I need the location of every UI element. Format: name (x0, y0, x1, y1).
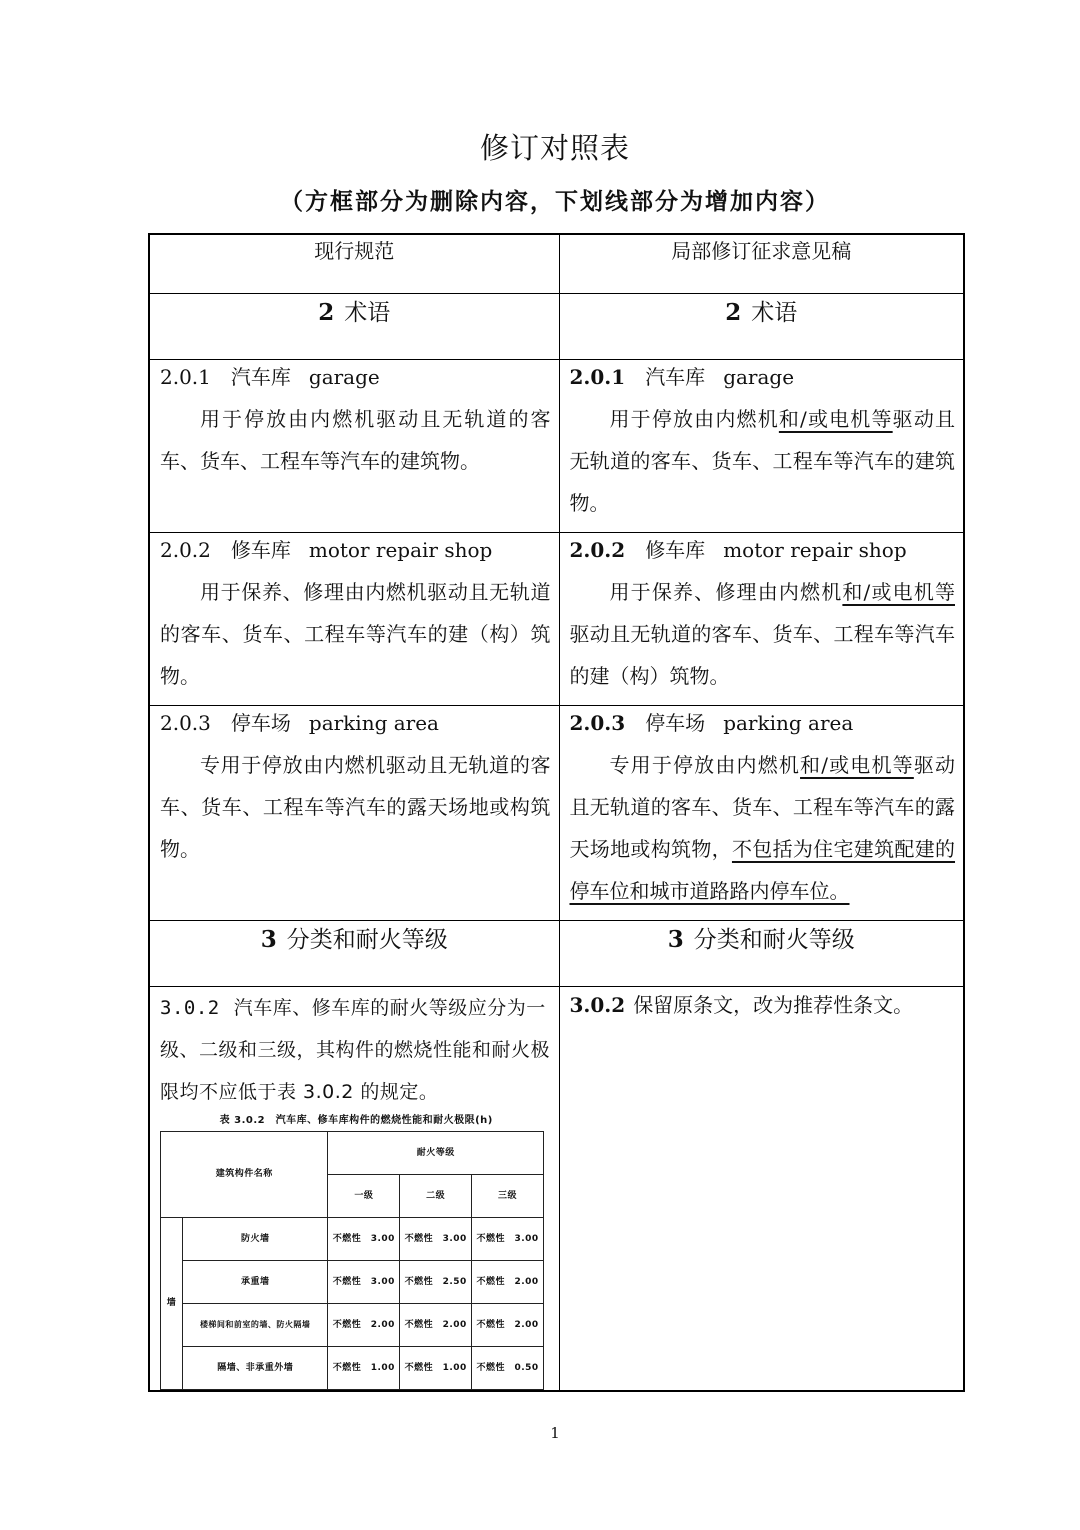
table-row: 承重墙 不燃性 3.00 不燃性 2.50 不燃性 2.00 (161, 1260, 544, 1303)
fire-rating-table-figure (160, 1115, 553, 1390)
inserted-text: 和/或电机等 (800, 752, 914, 777)
section-number: 3 (667, 925, 684, 953)
clause-code: 3.0.2 (569, 992, 626, 1017)
term-row-2-0-3 (149, 705, 964, 920)
term-en: garage (723, 364, 795, 389)
term-definition: 用于保养、修理由内燃机驱动且无轨道的客车、货车、工程车等汽车的建（构）筑物。 (160, 579, 551, 688)
section-number: 3 (260, 925, 277, 953)
term-code: 2.0.1 (569, 364, 626, 389)
term-cn: 汽车库 (230, 364, 291, 389)
section-label: 术语 (751, 299, 798, 326)
term-en: parking area (723, 710, 854, 735)
section-label: 分类和耐火等级 (286, 926, 448, 953)
term-row-2-0-2 (149, 532, 964, 705)
term-cn: 停车场 (645, 710, 706, 735)
table-row: 隔墙、非承重外墙 不燃性 1.00 不燃性 1.00 不燃性 0.50 (161, 1346, 544, 1389)
clause-text-revised: 3.0.2 保留原条文，改为推荐性条文。 (569, 992, 914, 1017)
inserted-text: 和/或电机等 (842, 579, 955, 604)
section-row-classification (149, 920, 964, 986)
mini-head-group: 耐火等级 (328, 1131, 544, 1174)
section-number: 2 (318, 298, 335, 326)
term-cn: 汽车库 (645, 364, 706, 389)
term-cell-current (149, 705, 559, 920)
section-row-terms (149, 293, 964, 359)
term-en: garage (308, 364, 380, 389)
column-header-current: 现行规范 (149, 234, 559, 293)
mini-head-name: 建筑构件名称 (161, 1131, 328, 1217)
term-cn: 修车库 (645, 537, 706, 562)
term-row-2-0-1 (149, 359, 964, 532)
section-heading-left (149, 293, 559, 359)
clause-cell-revision (559, 986, 964, 1391)
clause-cell-current (149, 986, 559, 1391)
term-cell-current (149, 532, 559, 705)
table-row: 墙 防火墙 不燃性 3.00 不燃性 3.00 不燃性 3.00 (161, 1217, 544, 1260)
term-en: motor repair shop (723, 537, 907, 562)
mini-level: 三级 (472, 1174, 544, 1217)
term-en: parking area (308, 710, 439, 735)
table-header-row (149, 234, 964, 293)
section-label: 术语 (344, 299, 391, 326)
table-row: 楼梯间和前室的墙、防火隔墙 不燃性 2.00 不燃性 2.00 不燃性 2.00 (161, 1303, 544, 1346)
clause-code: 3.0.2 (160, 996, 220, 1019)
term-definition-revised: 用于停放由内燃机和/或电机等驱动且无轨道的客车、货车、工程车等汽车的建筑物。 (569, 406, 955, 515)
fire-rating-table (160, 1131, 544, 1390)
clause-row-3-0-2 (149, 986, 964, 1391)
section-number: 2 (725, 298, 742, 326)
term-cell-revision (559, 532, 964, 705)
section-heading-right (559, 293, 964, 359)
fire-rating-table-caption: 表 3.0.2 汽车库、修车库构件的燃烧性能和耐火极限(h) (219, 1114, 493, 1126)
term-definition: 专用于停放由内燃机驱动且无轨道的客车、货车、工程车等汽车的露天场地或构筑物。 (160, 752, 551, 861)
document-title: 修订对照表 (479, 131, 630, 165)
term-definition-revised: 专用于停放由内燃机和/或电机等驱动且无轨道的客车、货车、工程车等汽车的露天场地或构筑物，不包括为住宅建筑配建的停车位和城市道路路内停车位。 (569, 752, 956, 903)
term-cell-revision (559, 359, 964, 532)
clause-text: 3.0.2 汽车库、修车库的耐火等级应分为一级、二级和三级，其构件的燃烧性能和耐火极限均不应低于表 3.0.2 的规定。 (160, 996, 551, 1103)
mini-group-label: 墙 (161, 1217, 183, 1389)
document-subtitle: （方框部分为删除内容，下划线部分为增加内容） (280, 189, 830, 215)
section-label: 分类和耐火等级 (693, 926, 855, 953)
term-code: 2.0.1 (160, 364, 211, 389)
term-cn: 停车场 (230, 710, 291, 735)
term-en: motor repair shop (308, 537, 493, 562)
page-number: 1 (550, 1424, 560, 1442)
term-cn: 修车库 (230, 537, 291, 562)
section-heading-right (559, 920, 964, 986)
inserted-text: 不包括为住宅建筑配建的停车位和城市道路路内停车位。 (569, 836, 956, 903)
term-definition-revised: 用于保养、修理由内燃机和/或电机等驱动且无轨道的客车、货车、工程车等汽车的建（构）筑物。 (569, 579, 955, 688)
revision-comparison-table (148, 233, 965, 1392)
mini-level: 一级 (328, 1174, 400, 1217)
term-definition: 用于停放由内燃机驱动且无轨道的客车、货车、工程车等汽车的建筑物。 (160, 406, 551, 473)
term-cell-revision (559, 705, 964, 920)
inserted-text: 和/或电机等 (778, 406, 893, 431)
term-cell-current (149, 359, 559, 532)
column-header-revision: 局部修订征求意见稿 (559, 234, 964, 293)
section-heading-left (149, 920, 559, 986)
term-code: 2.0.2 (160, 537, 211, 562)
mini-level: 二级 (400, 1174, 472, 1217)
term-code: 2.0.2 (569, 537, 626, 562)
term-code: 2.0.3 (160, 710, 211, 735)
term-code: 2.0.3 (569, 710, 626, 735)
